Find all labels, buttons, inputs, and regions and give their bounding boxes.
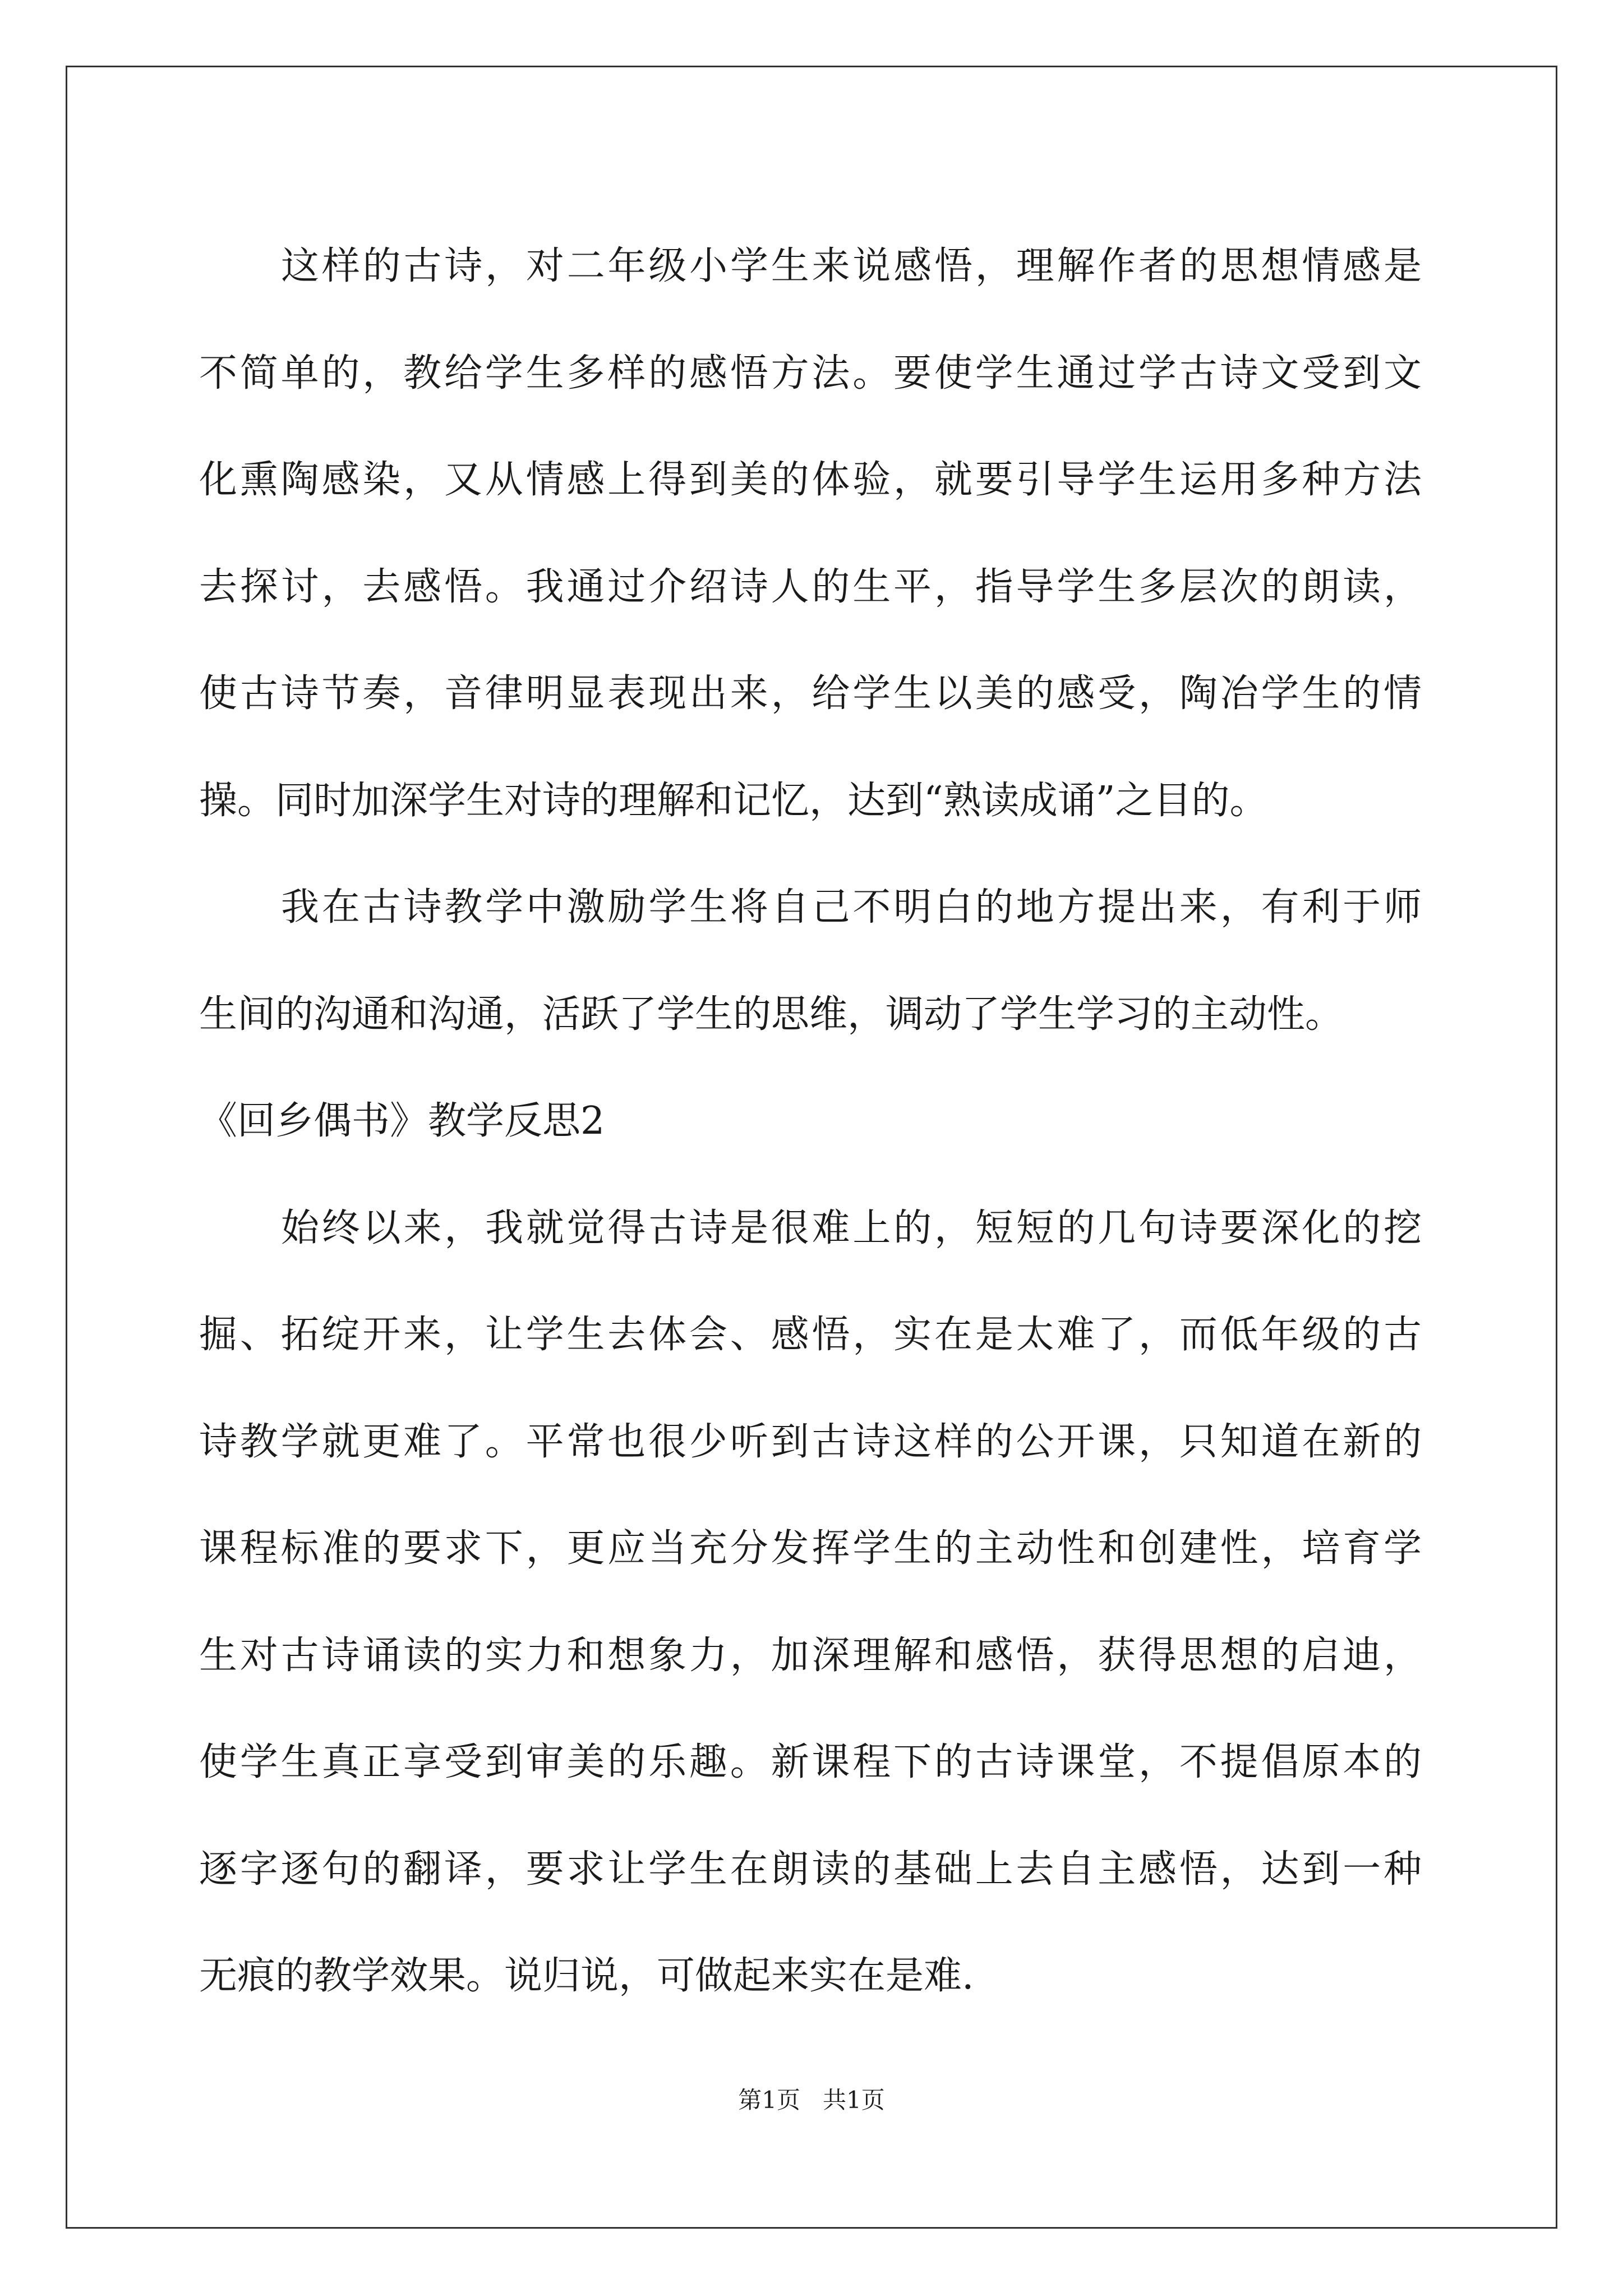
- paragraph-1-line-1: 这样的古诗，对二年级小学生来说感悟，理解作者的思想情感是: [281, 244, 1422, 288]
- paragraph-3-line-1: 始终以来，我就觉得古诗是很难上的，短短的几句诗要深化的挖: [281, 1205, 1422, 1250]
- paragraph-3-line-7: 逐字逐句的翻译，要求让学生在朗读的基础上去自主感悟，达到一种: [199, 1847, 1422, 1892]
- paragraph-1-line-3: 化熏陶感染，又从情感上得到美的体验，就要引导学生运用多种方法: [199, 458, 1422, 502]
- paragraph-1-line-5: 使古诗节奏，音律明显表现出来，给学生以美的感受，陶冶学生的情: [199, 671, 1422, 716]
- paragraph-3-line-2: 掘、拓绽开来，让学生去体会、感悟，实在是太难了，而低年级的古: [199, 1313, 1422, 1357]
- paragraph-3-line-6: 使学生真正享受到审美的乐趣。新课程下的古诗课堂，不提倡原本的: [199, 1740, 1422, 1784]
- paragraph-2-line-2: 生间的沟通和沟通，活跃了学生的思维，调动了学生学习的主动性。: [199, 992, 1344, 1037]
- paragraph-3-line-8: 无痕的教学效果。说归说，可做起来实在是难.: [199, 1954, 974, 1998]
- paragraph-1-line-4: 去探讨，去感悟。我通过介绍诗人的生平，指导学生多层次的朗读，: [199, 564, 1422, 609]
- paragraph-3-line-4: 课程标准的要求下，更应当充分发挥学生的主动性和创建性，培育学: [199, 1526, 1422, 1571]
- page-number-footer: 第1页 共1页: [738, 2086, 885, 2114]
- paragraph-3-line-3: 诗教学就更难了。平常也很少听到古诗这样的公开课，只知道在新的: [199, 1419, 1422, 1464]
- paragraph-1-line-6: 操。同时加深学生对诗的理解和记忆，达到“熟读成诵”之目的。: [199, 778, 1268, 823]
- section-heading: 《回乡偶书》教学反思2: [199, 1099, 605, 1143]
- paragraph-3-line-5: 生对古诗诵读的实力和想象力，加深理解和感悟，获得思想的启迪，: [199, 1633, 1422, 1678]
- paragraph-2-line-1: 我在古诗教学中激励学生将自己不明白的地方提出来，有利于师: [281, 885, 1422, 930]
- paragraph-1-line-2: 不简单的，教给学生多样的感悟方法。要使学生通过学古诗文受到文: [199, 351, 1422, 395]
- document-body: [199, 213, 1422, 2030]
